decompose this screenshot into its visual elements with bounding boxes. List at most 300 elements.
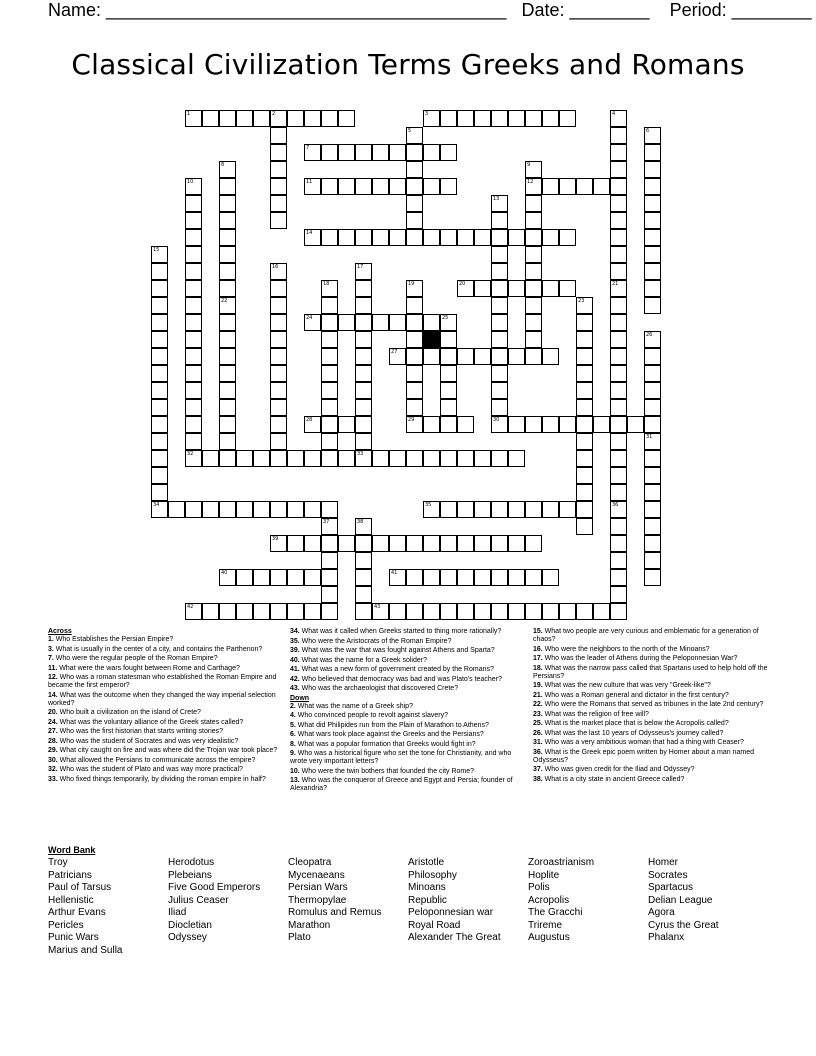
crossword-cell[interactable] [219, 450, 236, 467]
crossword-cell[interactable] [270, 314, 287, 331]
crossword-cell[interactable] [185, 280, 202, 297]
crossword-cell[interactable] [440, 535, 457, 552]
crossword-cell[interactable] [389, 535, 406, 552]
crossword-cell[interactable] [474, 280, 491, 297]
crossword-cell[interactable] [219, 246, 236, 263]
crossword-cell[interactable] [321, 382, 338, 399]
crossword-cell[interactable] [406, 280, 423, 297]
crossword-cell[interactable] [440, 348, 457, 365]
crossword-cell[interactable] [525, 212, 542, 229]
crossword-cell[interactable] [270, 195, 287, 212]
crossword-cell[interactable] [525, 246, 542, 263]
crossword-cell[interactable] [491, 535, 508, 552]
crossword-cell[interactable] [559, 110, 576, 127]
crossword-cell[interactable] [525, 280, 542, 297]
crossword-cell[interactable] [355, 263, 372, 280]
crossword-cell[interactable] [610, 399, 627, 416]
crossword-cell[interactable] [355, 331, 372, 348]
crossword-cell[interactable] [559, 416, 576, 433]
crossword-cell[interactable] [304, 178, 321, 195]
crossword-cell[interactable] [321, 433, 338, 450]
crossword-cell[interactable] [219, 161, 236, 178]
crossword-cell[interactable] [644, 382, 661, 399]
crossword-cell[interactable] [440, 399, 457, 416]
crossword-cell[interactable] [406, 382, 423, 399]
crossword-cell[interactable] [576, 178, 593, 195]
crossword-cell[interactable] [423, 569, 440, 586]
crossword-cell[interactable] [406, 399, 423, 416]
crossword-cell[interactable] [151, 433, 168, 450]
crossword-cell[interactable] [406, 416, 423, 433]
crossword-cell[interactable] [440, 178, 457, 195]
crossword-cell[interactable] [644, 518, 661, 535]
crossword-cell[interactable] [355, 586, 372, 603]
crossword-cell[interactable] [151, 314, 168, 331]
crossword-cell[interactable] [321, 144, 338, 161]
crossword-cell[interactable] [644, 501, 661, 518]
crossword-cell[interactable] [576, 314, 593, 331]
crossword-cell[interactable] [457, 280, 474, 297]
crossword-cell[interactable] [321, 518, 338, 535]
crossword-cell[interactable] [185, 365, 202, 382]
crossword-cell[interactable] [185, 399, 202, 416]
crossword-cell[interactable] [610, 484, 627, 501]
crossword-cell[interactable] [559, 280, 576, 297]
crossword-cell[interactable] [440, 416, 457, 433]
crossword-cell[interactable] [457, 229, 474, 246]
crossword-cell[interactable] [576, 365, 593, 382]
crossword-cell[interactable] [287, 569, 304, 586]
crossword-cell[interactable] [576, 518, 593, 535]
crossword-cell[interactable] [355, 552, 372, 569]
crossword-cell[interactable] [355, 450, 372, 467]
crossword-cell[interactable] [491, 382, 508, 399]
crossword-cell[interactable] [406, 603, 423, 620]
crossword-cell[interactable] [508, 348, 525, 365]
crossword-cell[interactable] [576, 382, 593, 399]
crossword-cell[interactable] [389, 450, 406, 467]
crossword-cell[interactable] [151, 399, 168, 416]
crossword-cell[interactable] [253, 603, 270, 620]
crossword-cell[interactable] [423, 416, 440, 433]
crossword-cell[interactable] [508, 229, 525, 246]
crossword-cell[interactable] [610, 280, 627, 297]
crossword-cell[interactable] [321, 399, 338, 416]
crossword-cell[interactable] [287, 603, 304, 620]
crossword-cell[interactable] [610, 603, 627, 620]
crossword-cell[interactable] [491, 280, 508, 297]
crossword-cell[interactable] [525, 348, 542, 365]
crossword-cell[interactable] [406, 297, 423, 314]
crossword-cell[interactable] [559, 178, 576, 195]
crossword-cell[interactable] [457, 569, 474, 586]
crossword-cell[interactable] [219, 195, 236, 212]
crossword-cell[interactable] [423, 314, 440, 331]
crossword-cell[interactable] [491, 450, 508, 467]
crossword-cell[interactable] [236, 569, 253, 586]
crossword-cell[interactable] [644, 450, 661, 467]
crossword-cell[interactable] [321, 552, 338, 569]
crossword-cell[interactable] [151, 365, 168, 382]
crossword-cell[interactable] [321, 229, 338, 246]
crossword-cell[interactable] [576, 416, 593, 433]
crossword-cell[interactable] [525, 195, 542, 212]
crossword-cell[interactable] [406, 450, 423, 467]
crossword-cell[interactable] [389, 229, 406, 246]
crossword-cell[interactable] [304, 569, 321, 586]
crossword-cell[interactable] [440, 229, 457, 246]
crossword-cell[interactable] [219, 331, 236, 348]
crossword-cell[interactable] [457, 348, 474, 365]
crossword-cell[interactable] [406, 229, 423, 246]
crossword-cell[interactable] [355, 280, 372, 297]
crossword-cell[interactable] [423, 603, 440, 620]
crossword-cell[interactable] [474, 569, 491, 586]
crossword-cell[interactable] [253, 110, 270, 127]
crossword-cell[interactable] [185, 263, 202, 280]
crossword-cell[interactable] [610, 382, 627, 399]
crossword-cell[interactable] [270, 144, 287, 161]
crossword-cell[interactable] [270, 127, 287, 144]
crossword-cell[interactable] [474, 450, 491, 467]
crossword-cell[interactable] [610, 348, 627, 365]
crossword-cell[interactable] [406, 314, 423, 331]
crossword-cell[interactable] [202, 603, 219, 620]
crossword-cell[interactable] [508, 110, 525, 127]
crossword-cell[interactable] [151, 467, 168, 484]
crossword-cell[interactable] [576, 348, 593, 365]
crossword-cell[interactable] [321, 586, 338, 603]
crossword-cell[interactable] [253, 450, 270, 467]
crossword-cell[interactable] [304, 450, 321, 467]
crossword-cell[interactable] [559, 501, 576, 518]
crossword-cell[interactable] [253, 501, 270, 518]
crossword-cell[interactable] [474, 535, 491, 552]
crossword-cell[interactable] [151, 297, 168, 314]
crossword-cell[interactable] [372, 535, 389, 552]
crossword-cell[interactable] [321, 331, 338, 348]
crossword-cell[interactable] [610, 467, 627, 484]
crossword-cell[interactable] [151, 348, 168, 365]
crossword-cell[interactable] [610, 501, 627, 518]
crossword-cell[interactable] [168, 501, 185, 518]
crossword-cell[interactable] [185, 297, 202, 314]
crossword-cell[interactable] [372, 450, 389, 467]
crossword-cell[interactable] [151, 501, 168, 518]
crossword-cell[interactable] [355, 365, 372, 382]
crossword-cell[interactable] [355, 348, 372, 365]
crossword-cell[interactable] [321, 501, 338, 518]
crossword-cell[interactable] [219, 348, 236, 365]
crossword-cell[interactable] [644, 552, 661, 569]
crossword-cell[interactable] [542, 280, 559, 297]
crossword-cell[interactable] [644, 161, 661, 178]
crossword-cell[interactable] [219, 603, 236, 620]
crossword-cell[interactable] [406, 195, 423, 212]
crossword-cell[interactable] [304, 501, 321, 518]
crossword-cell[interactable] [389, 144, 406, 161]
crossword-cell[interactable] [644, 246, 661, 263]
crossword-cell[interactable] [610, 518, 627, 535]
crossword-cell[interactable] [185, 450, 202, 467]
crossword-cell[interactable] [525, 535, 542, 552]
crossword-cell[interactable] [644, 569, 661, 586]
crossword-cell[interactable] [644, 484, 661, 501]
crossword-cell[interactable] [287, 501, 304, 518]
crossword-cell[interactable] [644, 144, 661, 161]
crossword-cell[interactable] [610, 144, 627, 161]
crossword-cell[interactable] [491, 603, 508, 620]
crossword-cell[interactable] [219, 297, 236, 314]
crossword-cell[interactable] [525, 161, 542, 178]
crossword-cell[interactable] [457, 416, 474, 433]
crossword-cell[interactable] [610, 433, 627, 450]
crossword-cell[interactable] [440, 382, 457, 399]
crossword-cell[interactable] [491, 246, 508, 263]
crossword-cell[interactable] [287, 110, 304, 127]
crossword-cell[interactable] [525, 569, 542, 586]
crossword-cell[interactable] [644, 433, 661, 450]
crossword-cell[interactable] [321, 280, 338, 297]
crossword-cell[interactable] [151, 382, 168, 399]
crossword-cell[interactable] [185, 433, 202, 450]
crossword-cell[interactable] [219, 416, 236, 433]
crossword-cell[interactable] [542, 416, 559, 433]
crossword-cell[interactable] [474, 501, 491, 518]
crossword-cell[interactable] [644, 399, 661, 416]
crossword-cell[interactable] [423, 178, 440, 195]
crossword-cell[interactable] [457, 603, 474, 620]
crossword-cell[interactable] [355, 518, 372, 535]
crossword-cell[interactable] [542, 229, 559, 246]
crossword-cell[interactable] [219, 280, 236, 297]
crossword-cell[interactable] [423, 144, 440, 161]
crossword-cell[interactable] [355, 229, 372, 246]
crossword-cell[interactable] [440, 144, 457, 161]
crossword-cell[interactable] [338, 535, 355, 552]
crossword-cell[interactable] [644, 348, 661, 365]
crossword-cell[interactable] [355, 603, 372, 620]
crossword-cell[interactable] [644, 127, 661, 144]
crossword-cell[interactable] [389, 603, 406, 620]
crossword-cell[interactable] [270, 110, 287, 127]
crossword-cell[interactable] [423, 450, 440, 467]
crossword-cell[interactable] [355, 569, 372, 586]
crossword-cell[interactable] [219, 263, 236, 280]
crossword-cell[interactable] [372, 603, 389, 620]
crossword-cell[interactable] [644, 195, 661, 212]
crossword-cell[interactable] [440, 450, 457, 467]
crossword-cell[interactable] [321, 569, 338, 586]
crossword-cell[interactable] [389, 314, 406, 331]
crossword-cell[interactable] [525, 501, 542, 518]
crossword-cell[interactable] [321, 110, 338, 127]
crossword-cell[interactable] [219, 382, 236, 399]
crossword-cell[interactable] [508, 569, 525, 586]
crossword-cell[interactable] [644, 467, 661, 484]
crossword-cell[interactable] [406, 127, 423, 144]
crossword-cell[interactable] [525, 297, 542, 314]
crossword-cell[interactable] [644, 331, 661, 348]
crossword-cell[interactable] [644, 280, 661, 297]
crossword-cell[interactable] [185, 246, 202, 263]
crossword-cell[interactable] [185, 195, 202, 212]
crossword-cell[interactable] [287, 535, 304, 552]
crossword-cell[interactable] [355, 399, 372, 416]
crossword-cell[interactable] [440, 314, 457, 331]
crossword-cell[interactable] [185, 212, 202, 229]
crossword-cell[interactable] [610, 161, 627, 178]
crossword-cell[interactable] [457, 535, 474, 552]
crossword-cell[interactable] [406, 212, 423, 229]
crossword-cell[interactable] [474, 229, 491, 246]
crossword-cell[interactable] [270, 416, 287, 433]
crossword-cell[interactable] [355, 535, 372, 552]
crossword-cell[interactable] [236, 450, 253, 467]
crossword-cell[interactable] [219, 314, 236, 331]
crossword-cell[interactable] [644, 178, 661, 195]
crossword-cell[interactable] [491, 569, 508, 586]
crossword-cell[interactable] [270, 382, 287, 399]
crossword-cell[interactable] [508, 280, 525, 297]
crossword-cell[interactable] [270, 212, 287, 229]
crossword-cell[interactable] [355, 144, 372, 161]
crossword-cell[interactable] [644, 263, 661, 280]
crossword-cell[interactable] [474, 348, 491, 365]
crossword-cell[interactable] [185, 603, 202, 620]
crossword-cell[interactable] [304, 144, 321, 161]
crossword-cell[interactable] [406, 331, 423, 348]
crossword-cell[interactable] [321, 314, 338, 331]
crossword-cell[interactable] [219, 229, 236, 246]
crossword-cell[interactable] [270, 280, 287, 297]
crossword-cell[interactable] [508, 603, 525, 620]
crossword-cell[interactable] [202, 501, 219, 518]
crossword-cell[interactable] [270, 348, 287, 365]
crossword-cell[interactable] [236, 603, 253, 620]
crossword-cell[interactable] [593, 416, 610, 433]
crossword-cell[interactable] [491, 195, 508, 212]
crossword-cell[interactable] [151, 246, 168, 263]
crossword-cell[interactable] [610, 569, 627, 586]
crossword-cell[interactable] [338, 450, 355, 467]
crossword-cell[interactable] [610, 535, 627, 552]
crossword-cell[interactable] [270, 365, 287, 382]
crossword-cell[interactable] [202, 110, 219, 127]
crossword-cell[interactable] [525, 603, 542, 620]
crossword-cell[interactable] [610, 450, 627, 467]
crossword-cell[interactable] [185, 382, 202, 399]
crossword-cell[interactable] [270, 297, 287, 314]
crossword-cell[interactable] [440, 501, 457, 518]
crossword-cell[interactable] [355, 433, 372, 450]
crossword-cell[interactable] [270, 263, 287, 280]
crossword-cell[interactable] [542, 501, 559, 518]
crossword-cell[interactable] [372, 178, 389, 195]
crossword-cell[interactable] [270, 569, 287, 586]
crossword-cell[interactable] [508, 501, 525, 518]
crossword-cell[interactable] [185, 416, 202, 433]
crossword-cell[interactable] [576, 331, 593, 348]
crossword-cell[interactable] [270, 161, 287, 178]
crossword-cell[interactable] [610, 127, 627, 144]
crossword-cell[interactable] [491, 263, 508, 280]
crossword-cell[interactable] [270, 603, 287, 620]
crossword-cell[interactable] [542, 178, 559, 195]
crossword-cell[interactable] [406, 161, 423, 178]
crossword-cell[interactable] [610, 297, 627, 314]
crossword-cell[interactable] [151, 331, 168, 348]
crossword-cell[interactable] [508, 416, 525, 433]
crossword-cell[interactable] [236, 110, 253, 127]
crossword-cell[interactable] [304, 535, 321, 552]
crossword-cell[interactable] [389, 348, 406, 365]
crossword-cell[interactable] [644, 212, 661, 229]
crossword-cell[interactable] [525, 331, 542, 348]
crossword-cell[interactable] [202, 450, 219, 467]
crossword-cell[interactable] [440, 365, 457, 382]
crossword-cell[interactable] [287, 450, 304, 467]
crossword-cell[interactable] [406, 144, 423, 161]
crossword-cell[interactable] [576, 501, 593, 518]
crossword-cell[interactable] [219, 178, 236, 195]
crossword-cell[interactable] [644, 365, 661, 382]
crossword-cell[interactable] [304, 314, 321, 331]
crossword-cell[interactable] [576, 450, 593, 467]
crossword-cell[interactable] [542, 603, 559, 620]
crossword-cell[interactable] [491, 229, 508, 246]
crossword-cell[interactable] [321, 297, 338, 314]
crossword-cell[interactable] [338, 229, 355, 246]
crossword-cell[interactable] [491, 416, 508, 433]
crossword-cell[interactable] [423, 110, 440, 127]
crossword-cell[interactable] [610, 586, 627, 603]
crossword-cell[interactable] [355, 416, 372, 433]
crossword-cell[interactable] [338, 314, 355, 331]
crossword-cell[interactable] [610, 212, 627, 229]
crossword-cell[interactable] [338, 144, 355, 161]
crossword-cell[interactable] [321, 178, 338, 195]
crossword-cell[interactable] [525, 229, 542, 246]
crossword-cell[interactable] [610, 552, 627, 569]
crossword-cell[interactable] [338, 178, 355, 195]
crossword-cell[interactable] [610, 229, 627, 246]
crossword-cell[interactable] [372, 144, 389, 161]
crossword-cell[interactable] [151, 263, 168, 280]
crossword-cell[interactable] [542, 348, 559, 365]
crossword-cell[interactable] [304, 110, 321, 127]
crossword-cell[interactable] [457, 501, 474, 518]
crossword-cell[interactable] [474, 603, 491, 620]
crossword-cell[interactable] [389, 178, 406, 195]
crossword-cell[interactable] [644, 535, 661, 552]
crossword-cell[interactable] [610, 178, 627, 195]
crossword-cell[interactable] [219, 569, 236, 586]
crossword-cell[interactable] [151, 450, 168, 467]
crossword-cell[interactable] [559, 603, 576, 620]
crossword-cell[interactable] [423, 501, 440, 518]
crossword-cell[interactable] [321, 348, 338, 365]
crossword-cell[interactable] [321, 416, 338, 433]
crossword-cell[interactable] [270, 331, 287, 348]
crossword-cell[interactable] [525, 110, 542, 127]
crossword-cell[interactable] [491, 297, 508, 314]
crossword-cell[interactable] [406, 178, 423, 195]
crossword-cell[interactable] [270, 450, 287, 467]
crossword-cell[interactable] [219, 212, 236, 229]
crossword-cell[interactable] [610, 263, 627, 280]
crossword-cell[interactable] [389, 569, 406, 586]
